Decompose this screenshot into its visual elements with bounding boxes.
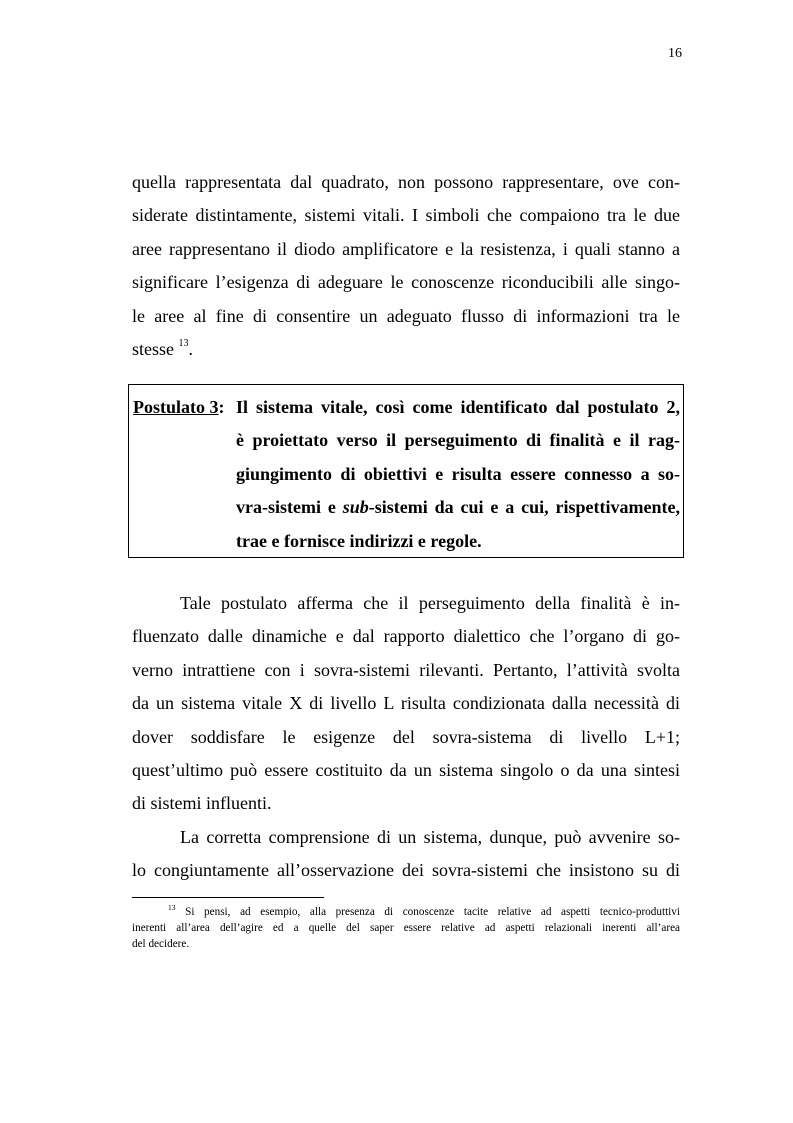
text-line: aree rappresentano il diodo amplificatore e la resistenza, i quali stanno a — [132, 238, 680, 259]
text-line: siderate distintamente, sistemi vitali. I simboli che compaiono tra le due — [132, 205, 680, 226]
postulate-label — [133, 391, 225, 424]
footnote-line — [132, 904, 680, 920]
postulate-box — [128, 384, 684, 558]
paragraph-3 — [132, 821, 680, 888]
text-fragment: -sistemi da cui e a cui, rispettivamente, — [368, 497, 680, 518]
footnote-number: 13 — [168, 903, 176, 912]
footnote-separator — [132, 897, 324, 898]
text-fragment: . — [188, 339, 193, 360]
text-line: Tale postulato afferma che il perseguimento della finalità è in- — [180, 593, 680, 613]
text-line: da un sistema vitale X di livello L risulta condizionata dalla necessità di — [132, 693, 680, 714]
text-line: La corretta comprensione di un sistema, dunque, può avvenire so- — [180, 827, 680, 847]
text-line: le aree al fine di consentire un adeguato flusso di informazioni tra le — [132, 305, 680, 326]
paragraph-1 — [132, 166, 680, 366]
text-line: quella rappresentata dal quadrato, non possono rappresentare, ove con- — [132, 172, 680, 192]
text-fragment: vra-sistemi e — [236, 497, 343, 518]
text-line: fluenzato dalle dinamiche e dal rapporto dialettico che l’organo di go- — [132, 626, 680, 647]
page-number: 16 — [668, 46, 682, 61]
text-line: verno intrattiene con i sovra-sistemi rilevanti. Pertanto, l’attività svolta — [132, 659, 680, 680]
postulate-line: trae e fornisce indirizzi e regole. — [236, 530, 482, 551]
text-line: di sistemi influenti. — [132, 793, 272, 814]
text-line — [132, 333, 680, 366]
text-fragment: stesse — [132, 339, 179, 360]
footnote — [132, 904, 680, 952]
paragraph-2 — [132, 587, 680, 821]
postulate-line — [236, 491, 680, 524]
footnote-line: inerenti all’area dell’agire ed a quelle del saper essere relative ad aspetti relazionali inerenti all’area — [132, 922, 680, 934]
postulate-label-colon: : — [218, 397, 225, 417]
postulate-line: giungimento di obiettivi e risulta essere connesso a so- — [236, 463, 680, 484]
text-line: significare l’esigenza di adeguare le conoscenze riconducibili alle singo- — [132, 272, 680, 293]
footnote-reference[interactable]: 13 — [178, 338, 189, 350]
italic-term: sub — [342, 497, 369, 518]
text-fragment: Si pensi, ad esempio, alla presenza di conoscenze tacite relative ad aspetti tecnico-produttivi — [175, 906, 680, 918]
postulate-line: è proiettato verso il perseguimento di finalità e il rag- — [236, 430, 680, 451]
text-line: quest’ultimo può essere costituito da un sistema singolo o da una sintesi — [132, 760, 680, 781]
text-line: dover soddisfare le esigenze del sovra-sistema di livello L+1; — [132, 726, 680, 747]
postulate-label-text: Postulato 3 — [133, 397, 219, 417]
postulate-text — [236, 391, 680, 558]
text-line: lo congiuntamente all’osservazione dei sovra-sistemi che insistono su di — [132, 860, 680, 881]
footnote-line: del decidere. — [132, 938, 190, 950]
postulate-line: Il sistema vitale, così come identificato dal postulato 2, — [236, 397, 680, 417]
